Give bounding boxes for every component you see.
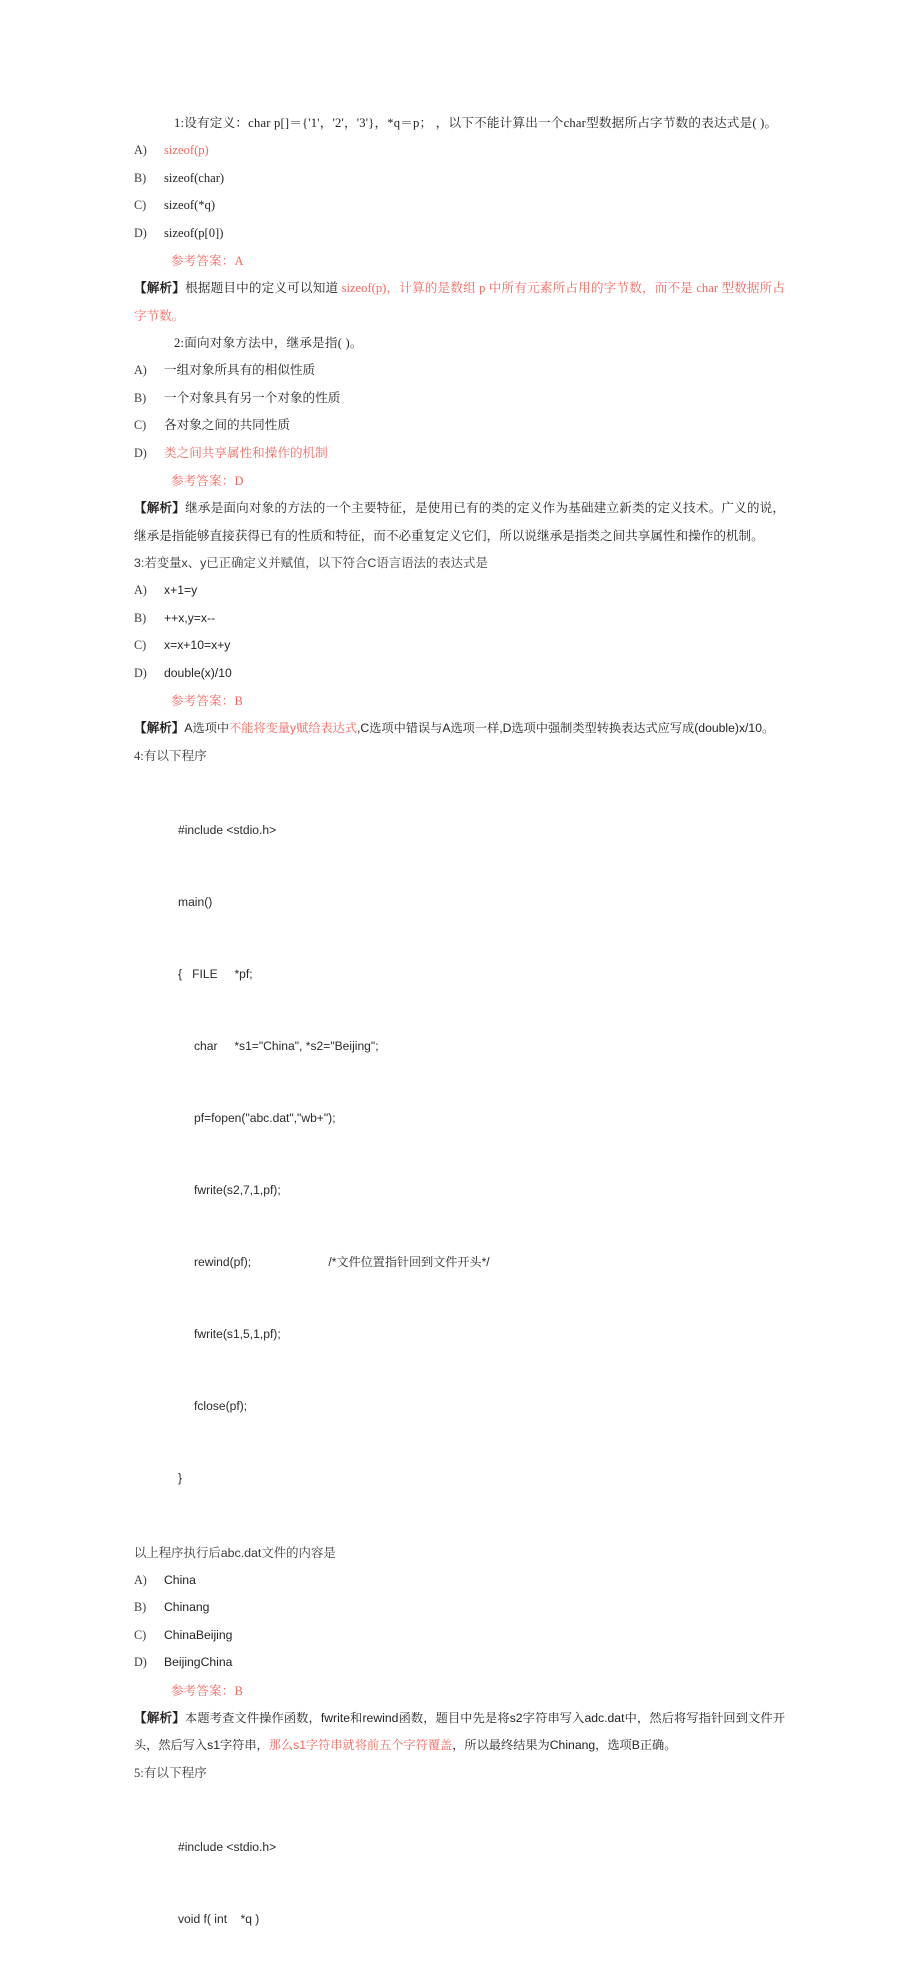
option-marker: C) bbox=[134, 638, 147, 652]
explanation bbox=[134, 1705, 785, 1760]
option-marker: C) bbox=[134, 418, 147, 432]
option-row[interactable] bbox=[134, 660, 785, 688]
option-row[interactable] bbox=[134, 137, 785, 165]
question-stem: 5:有以下程序 bbox=[134, 1765, 207, 1780]
code-line: #include <stdio.h> bbox=[178, 1839, 277, 1854]
option-text: Chinang bbox=[164, 1600, 210, 1614]
question-stem: 1:设有定义：char p[]＝{'1'，'2'，'3'}，*q＝p； ，以下不能计算出一个char型数据所占字节数的表达式是( )。 bbox=[174, 116, 778, 130]
explanation-segment: 继承是面向对象的方法的一个主要特征，是使用已有的类的定义作为基础建立新类的定义技术。广义的说，继承是指能够直接获得已有的性质和特征，而不必重复定义它们，所以说继承是指类之间共享属性和操作的机制。 bbox=[134, 501, 786, 543]
option-row[interactable] bbox=[134, 220, 785, 248]
question-block-2 bbox=[134, 330, 785, 550]
option-row[interactable] bbox=[134, 1622, 785, 1650]
reference-answer: 参考答案：B bbox=[171, 1683, 244, 1698]
option-text: double(x)/10 bbox=[164, 665, 232, 680]
option-row[interactable] bbox=[134, 1594, 785, 1622]
option-marker: A) bbox=[134, 363, 147, 377]
question-block-5 bbox=[134, 1760, 785, 1979]
code-block bbox=[134, 1787, 785, 1979]
explanation-segment: A选项中 bbox=[184, 721, 230, 735]
code-line: fwrite(s1,5,1,pf); bbox=[194, 1326, 281, 1341]
post-code-prompt: 以上程序执行后abc.dat文件的内容是 bbox=[134, 1545, 336, 1560]
explanation-segment: ,C选项中错误与A选项一样,D选项中强制类型转换表达式应写成(double)x/10。 bbox=[357, 721, 775, 735]
option-row[interactable] bbox=[134, 165, 785, 193]
option-marker: B) bbox=[134, 390, 147, 405]
option-text: 类之间共享属性和操作的机制 bbox=[164, 445, 328, 460]
option-row[interactable] bbox=[134, 605, 785, 633]
explanation-segment: 本题考查文件操作函数，fwrite和rewind函数，题目中先是将s2字符串写入adc.dat中，然后将写指针回到文件开头，然后写入s1字符串， bbox=[134, 1710, 786, 1752]
document-content bbox=[134, 110, 785, 1979]
option-text: BeijingChina bbox=[164, 1655, 233, 1669]
explanation bbox=[134, 715, 785, 743]
reference-answer: 参考答案：D bbox=[171, 474, 244, 488]
option-marker: A) bbox=[134, 583, 147, 597]
question-stem: 4:有以下程序 bbox=[134, 748, 207, 763]
option-marker: A) bbox=[134, 143, 147, 157]
option-marker: A) bbox=[134, 1572, 147, 1587]
option-text: x+1=y bbox=[164, 583, 198, 597]
question-stem: 3:若变量x、y已正确定义并赋值，以下符合C语言语法的表达式是 bbox=[134, 556, 488, 570]
code-line: fclose(pf); bbox=[194, 1398, 248, 1413]
option-marker: C) bbox=[134, 198, 147, 212]
explanation-segment-highlight: 不能将变量y赋给表达式 bbox=[229, 721, 358, 735]
option-row[interactable] bbox=[134, 192, 785, 220]
option-marker: B) bbox=[134, 170, 147, 185]
question-block-4 bbox=[134, 743, 785, 1760]
question-stem: 2:面向对象方法中，继承是指( )。 bbox=[174, 336, 363, 350]
option-text: sizeof(*q) bbox=[164, 198, 216, 212]
code-line: #include <stdio.h> bbox=[178, 822, 277, 837]
explanation bbox=[134, 275, 785, 330]
option-text: 一个对象具有另一个对象的性质 bbox=[164, 390, 341, 405]
explanation-tag: 【解析】 bbox=[134, 1710, 186, 1725]
option-text: 各对象之间的共同性质 bbox=[164, 418, 290, 432]
code-line: main() bbox=[178, 894, 213, 909]
option-marker: C) bbox=[134, 1627, 147, 1642]
explanation-tag: 【解析】 bbox=[134, 721, 185, 735]
option-text: x=x+10=x+y bbox=[164, 638, 231, 652]
question-block-3 bbox=[134, 550, 785, 743]
code-block bbox=[134, 770, 785, 1538]
option-text: sizeof(p) bbox=[164, 143, 209, 157]
explanation-segment: 根据题目中的定义可以知道 bbox=[185, 281, 342, 295]
code-line: { FILE *pf; bbox=[178, 966, 253, 981]
option-row[interactable] bbox=[134, 1649, 785, 1677]
option-text: ++x,y=x-- bbox=[164, 610, 216, 625]
reference-answer: 参考答案：B bbox=[171, 694, 244, 708]
option-row[interactable] bbox=[134, 385, 785, 413]
option-text: 一组对象所具有的相似性质 bbox=[164, 363, 316, 377]
option-marker: B) bbox=[134, 610, 147, 625]
explanation-tag: 【解析】 bbox=[134, 281, 186, 295]
question-block-1 bbox=[134, 110, 785, 330]
option-row[interactable] bbox=[134, 440, 785, 468]
explanation-tag: 【解析】 bbox=[134, 501, 186, 515]
option-row[interactable] bbox=[134, 412, 785, 440]
code-line: fwrite(s2,7,1,pf); bbox=[194, 1182, 281, 1197]
code-line: } bbox=[178, 1470, 183, 1485]
code-line: rewind(pf); /*文件位置指针回到文件开头*/ bbox=[194, 1254, 490, 1269]
option-text: sizeof(char) bbox=[164, 170, 225, 185]
option-row[interactable] bbox=[134, 632, 785, 660]
explanation-segment-highlight: 那么s1字符串就将前五个字符覆盖 bbox=[268, 1738, 453, 1752]
option-marker: D) bbox=[134, 445, 147, 460]
option-marker: D) bbox=[134, 665, 147, 680]
explanation-segment-highlight: sizeof(p)，计算的是数组 p 中所有元素所占用的字节数，而不是 char 型数据所占字节数。 bbox=[134, 281, 785, 323]
code-line: char *s1="China", *s2="Beijing"; bbox=[194, 1038, 379, 1053]
code-line: void f( int *q ) bbox=[178, 1911, 260, 1926]
code-line: pf=fopen("abc.dat","wb+"); bbox=[194, 1110, 336, 1125]
explanation bbox=[134, 495, 785, 550]
option-text: ChinaBeijing bbox=[164, 1627, 233, 1642]
option-row[interactable] bbox=[134, 357, 785, 385]
option-text: sizeof(p[0]) bbox=[164, 225, 224, 240]
reference-answer: 参考答案：A bbox=[171, 254, 244, 268]
option-row[interactable] bbox=[134, 1567, 785, 1595]
option-row[interactable] bbox=[134, 577, 785, 605]
option-text: China bbox=[164, 1572, 196, 1587]
option-marker: B) bbox=[134, 1600, 147, 1614]
explanation-segment: ，所以最终结果为Chinang，选项B正确。 bbox=[452, 1738, 677, 1752]
option-marker: D) bbox=[134, 1655, 147, 1669]
option-marker: D) bbox=[134, 225, 147, 240]
